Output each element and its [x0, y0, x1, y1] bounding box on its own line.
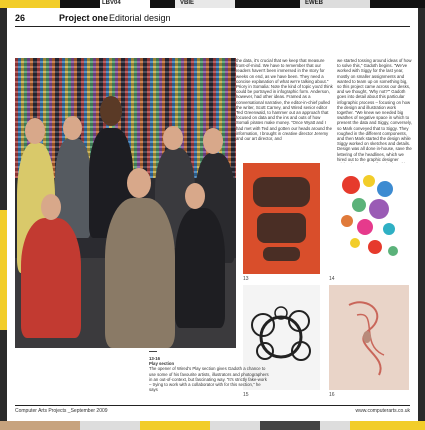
group-photo — [15, 58, 236, 348]
page-number: 26 — [15, 13, 26, 23]
strip-text: VBIE — [180, 0, 195, 6]
page-header — [7, 8, 418, 30]
adjacent-page-edge — [0, 210, 7, 330]
person — [105, 198, 175, 348]
footer-issue: Computer Arts Projects _September 2009 — [15, 408, 108, 414]
body-text: we started tossing around ideas of how to solve this," Gadoth begins. "We've worked with Siggy for the last year, mostly on smaller assignments and wanted to team up on something big, so this project came across our desks, and we thought, 'Why not?'" Gadoth goes into detail about this particular infographic process – focusing on how the design and illustration work together. "We knew we needed big swathes of negative space in which to present the data and Siggy, conversely, so Mark conveyed that to Siggy. They roughed in the different components, and then Mark started the design while Siggy worked on sketches and details. Design was all done in-house, save the lettering of the headlines, which we hired out to the graphic designer — [337, 58, 412, 162]
skin-illustration — [329, 285, 409, 390]
person-head — [41, 194, 61, 220]
skin-graphic — [329, 285, 409, 390]
person-head — [163, 126, 183, 150]
body-column-1 — [236, 58, 334, 141]
footer-url: www.computerarts.co.uk — [355, 408, 410, 414]
magazine-page — [7, 8, 418, 421]
strip-text: LBV04 — [102, 0, 121, 6]
top-page-strip — [0, 0, 425, 8]
strip-block — [0, 0, 60, 8]
strip-block — [350, 421, 425, 430]
figure-number: 13 — [243, 276, 249, 282]
person-head — [203, 128, 223, 154]
poster-illustration — [243, 163, 320, 274]
strip-text: EWEB — [305, 0, 323, 6]
poster-letterform — [263, 247, 300, 261]
section-title: Project one — [59, 13, 109, 23]
poster-letterform — [253, 177, 310, 207]
photo-caption — [149, 356, 269, 392]
dots-graphic — [329, 163, 409, 274]
poster-letterform — [257, 213, 306, 243]
caption-text: The opener of Wired's Play section gives Gadoth a chance to use some of his favourite artists, illustrators and photographers in an out-of-context, but fascinating way. "It's strictly fake-work – trying to work with a collaborator with for this section," he says — [149, 366, 269, 393]
figure-number: 16 — [329, 392, 335, 398]
person-head — [100, 96, 122, 126]
person-head — [185, 183, 205, 209]
person-head — [25, 118, 45, 144]
header-rule — [15, 26, 410, 27]
figure-number: 15 — [243, 392, 249, 398]
bottom-page-strip — [0, 421, 425, 430]
footer-rule — [15, 405, 410, 406]
caption-label: 13-16 — [149, 356, 160, 361]
body-text: the data, it's crucial that we keep that measure front-of-mind. We have to remember that our readers haven't been immersed in the story for weeks on end, as we have been. They need a concise explanation of what we're talking about." Priory in Somalia: Note the kind of topic you'd think could be portrayed in infographic form. Anderson, however, had other ideas. Framed as a conversational narrative, the editor-in-chief pulled the writer, Scott Carney, and Wired senior editor Ted Greenwald, to hammer out an approach that focused on data and the ins and outs of how Somali pirates make money. "Once Wyatt and I had met with Ted and gotten our heads around the information, I brought in creative director Jeremy and our art director, and — [236, 58, 333, 142]
person — [21, 218, 81, 338]
dots-illustration — [329, 163, 409, 274]
strip-block — [140, 421, 210, 430]
person — [175, 208, 225, 328]
caption-rule — [149, 351, 157, 352]
strip-block — [260, 421, 320, 430]
section-subtitle: Editorial design — [109, 13, 171, 23]
caption-bold: Play section — [149, 361, 175, 367]
strip-block — [0, 421, 80, 430]
person-head — [63, 116, 82, 140]
figure-number: 14 — [329, 276, 335, 282]
body-column-2 — [337, 58, 413, 167]
person-head — [127, 168, 151, 198]
